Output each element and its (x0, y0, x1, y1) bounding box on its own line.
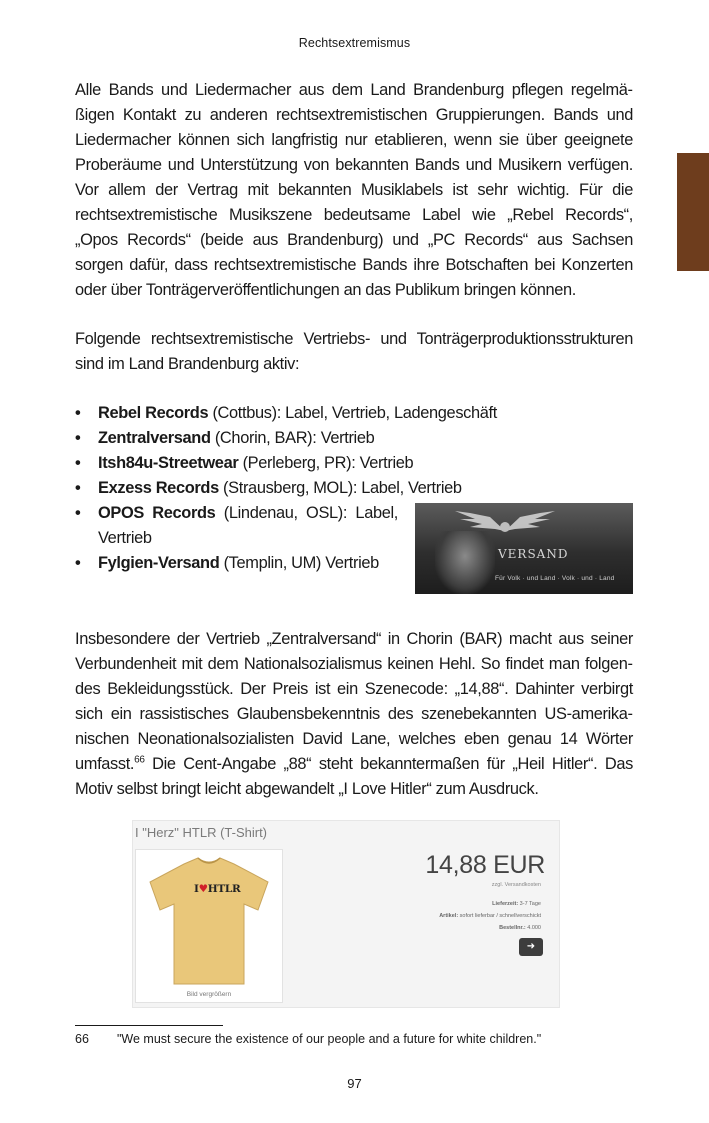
delivery-time-label: Lieferzeit: (492, 901, 519, 907)
footnote-divider (75, 1025, 223, 1026)
availability-label: Artikel: (439, 913, 459, 919)
order-number (499, 925, 541, 931)
footnote (75, 1031, 541, 1047)
footnote-text: "We must secure the existence of our people and a future for white children." (117, 1032, 542, 1046)
list-item (75, 401, 633, 426)
list-item-detail: (Templin, UM) Vertrieb (219, 554, 379, 572)
list-item-name: Fylgien-Versand (98, 554, 220, 572)
product-price: 14,88 EUR (425, 851, 545, 879)
order-number-value: 4.000 (525, 925, 541, 931)
shirt-print-text: HTLR (207, 883, 241, 895)
banner-subline: Für Volk · und Land · Volk · und · Land (495, 575, 615, 582)
list-item-name: OPOS Records (98, 504, 216, 522)
list-item (75, 501, 398, 551)
enlarge-image-link[interactable]: Bild vergrößern (186, 991, 232, 998)
availability-value: sofort lieferbar / schnellverschickt (458, 913, 541, 919)
paragraph-zentralversand (75, 627, 633, 802)
warrior-figure-graphic (435, 531, 495, 594)
list-item-name: Zentralversand (98, 429, 211, 447)
tshirt-icon (136, 850, 282, 990)
delivery-time-value: 3-7 Tage (518, 901, 541, 907)
list-item-detail: (Perleberg, PR): Vertrieb (238, 454, 414, 472)
price-note: zzgl. Versandkosten (491, 882, 541, 888)
banner-word: VERSAND (498, 547, 569, 561)
paragraph-intro: Alle Bands und Liedermacher aus dem Land Brandenburg pflegen regelmäßigen Kontakt zu anderen rechtsextremistischen Gruppierungen. Bands und Liedermacher können sich langfristig nur etablieren, wenn sie über geeignete Proberäume und Unterstützung von bekannten Bands und Musikern verfügen. Vor allem der Vertrag mit bekannten Musiklabels ist sehr wichtig. Für die rechtsextremistische Musikszene bedeutsame Label wie „Rebel Records“, „Opos Records“ (beide aus Brandenburg) und „PC Records“ aus Sachsen sorgen dafür, dass rechtsextremistische Bands ihre Botschaften bei Konzerten oder über Tonträgerveröffentlichungen an das Publikum bringen können. (75, 81, 633, 299)
running-head: Rechtsextremismus (298, 36, 411, 50)
paragraph-structures: Folgende rechtsextremistische Vertriebs- und Tonträgerproduktionsstrukturen sind im Land Brandenburg aktiv: (75, 330, 633, 373)
list-item (75, 551, 398, 576)
shirt-print (194, 883, 240, 895)
cart-icon[interactable]: ➜ (519, 938, 543, 956)
list-item-detail: (Strausberg, MOL): Label, Vertrieb (218, 479, 462, 497)
page-number: 97 (347, 1076, 362, 1091)
footnote-reference: 66 (134, 754, 145, 766)
list-item-detail: (Chorin, BAR): Vertrieb (210, 429, 375, 447)
list-item-name: Itsh84u-Streetwear (98, 454, 239, 472)
list-item-name: Exzess Records (98, 479, 219, 497)
list-item (75, 426, 633, 451)
shirt-print-text: I (194, 883, 199, 895)
versand-banner-image (415, 503, 633, 594)
list-item-detail: (Cottbus): Label, Vertrieb, Ladengeschäft (208, 404, 497, 422)
paragraph-text: Die Cent-Angabe „88“ steht bekanntermaßen für „Heil Hitler“. Das Motiv selbst bringt leicht abgewandelt „I Love Hitler“ zum Ausdruck. (75, 755, 633, 798)
chapter-tab (677, 153, 709, 271)
availability (439, 913, 541, 919)
shop-screenshot (132, 820, 560, 1008)
list-item (75, 451, 633, 476)
delivery-time (492, 901, 541, 907)
paragraph-text: Insbesondere der Vertrieb „Zentralversand“ in Chorin (BAR) macht aus seiner Verbundenheit mit dem Nationalsozialismus keinen Hehl. So findet man folgendes Bekleidungsstück. Der Preis ist ein Szenecode: „14,88“. Dahinter verbirgt sich ein rassistisches Glaubensbekenntnis des szenebekannten US-amerikanischen Neonationalsozialisten David Lane, welches eben genau 14 Wörter umfasst. (75, 630, 633, 773)
order-number-label: Bestellnr.: (499, 925, 526, 931)
list-item-name: Rebel Records (98, 404, 209, 422)
list-item (75, 476, 633, 501)
product-thumbnail[interactable] (135, 849, 283, 1003)
list-item-detail: (Lindenau, OSL): Label, Vertrieb (98, 504, 398, 547)
heart-icon: ♥ (198, 883, 208, 895)
footnote-number: 66 (75, 1032, 89, 1046)
product-title: I "Herz" HTLR (T-Shirt) (135, 825, 268, 840)
